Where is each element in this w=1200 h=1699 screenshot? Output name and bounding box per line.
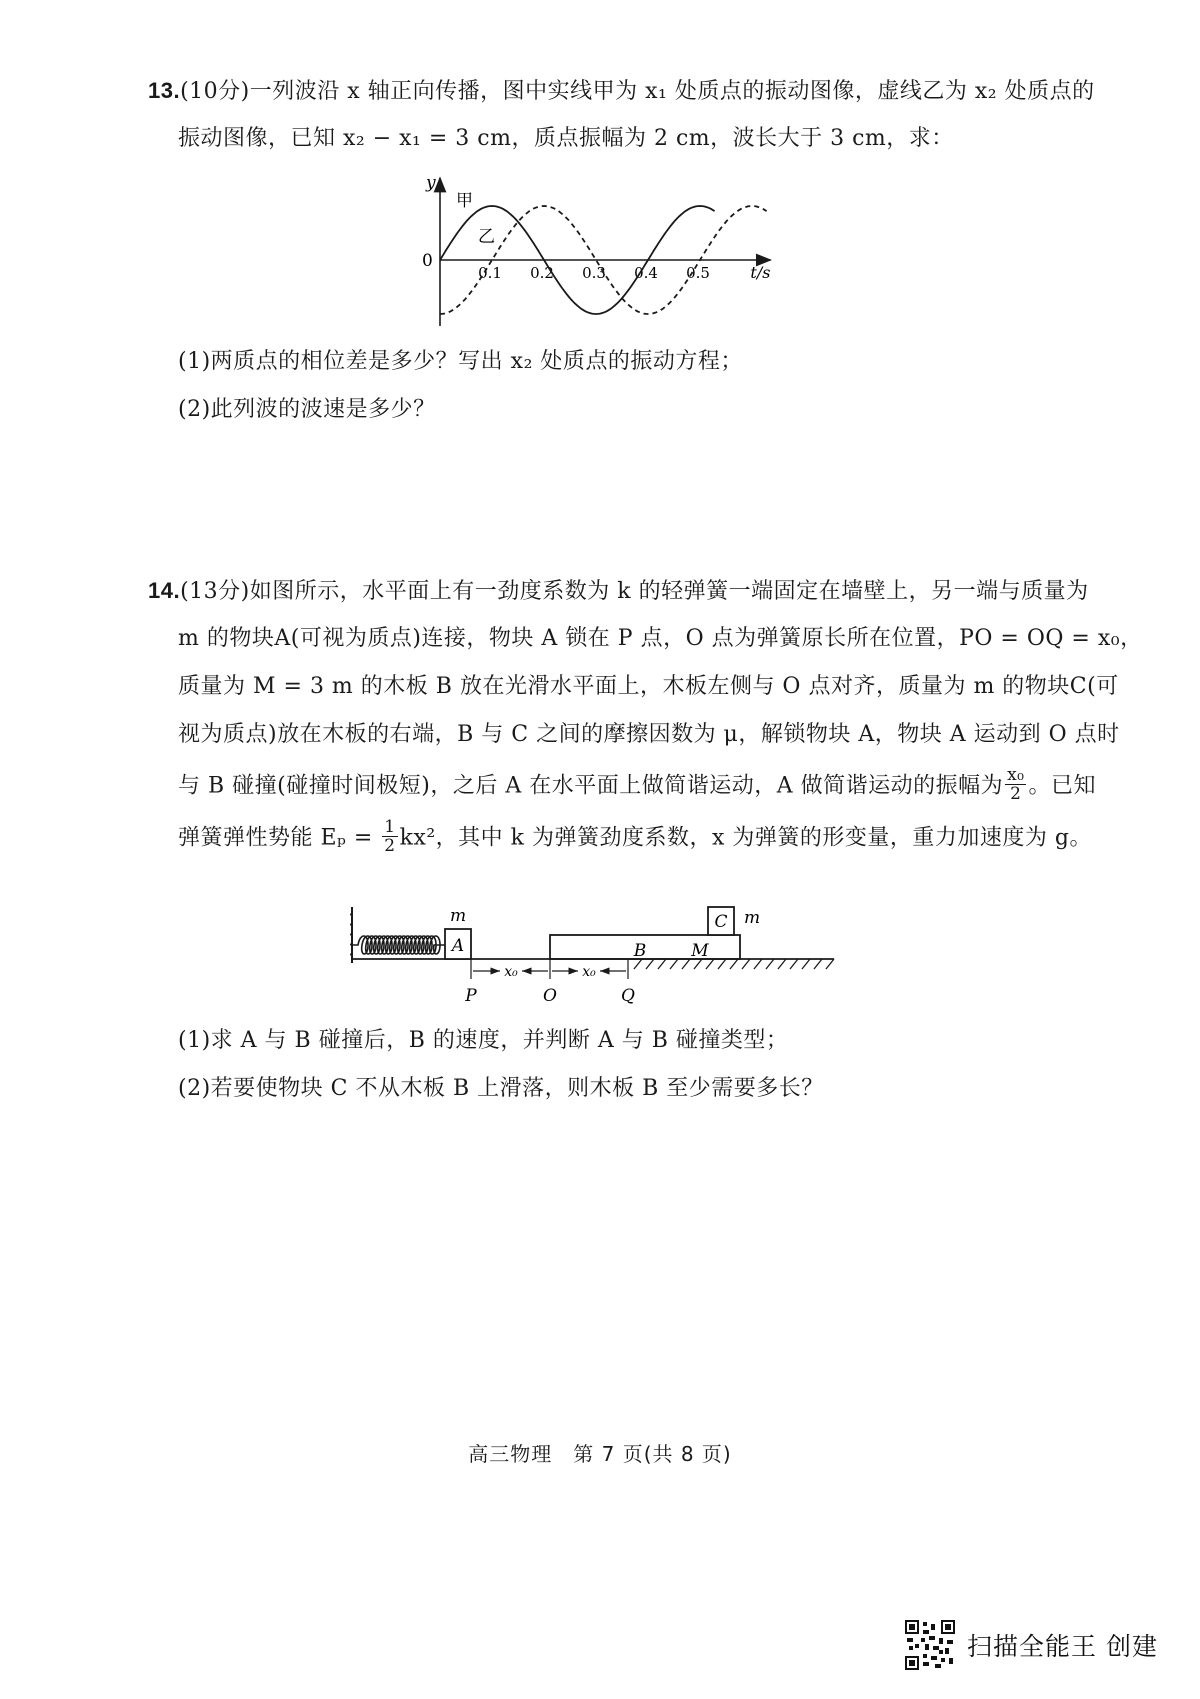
- q14-sub1: (1)求 A 与 B 碰撞后，B 的速度，并判断 A 与 B 碰撞类型；: [178, 1028, 789, 1053]
- series-yi-label: 乙: [478, 227, 495, 247]
- dimension-lines: [471, 959, 628, 979]
- q14-sub2: (2)若要使物块 C 不从木板 B 上滑落，则木板 B 至少需要多长？: [178, 1076, 824, 1101]
- q14-line4: 视为质点)放在木板的右端，B 与 C 之间的摩擦因数为 μ，解锁物块 A，物块 A 运动到 O 点时: [178, 722, 1120, 747]
- x-tick-label-3: 0.3: [582, 264, 606, 282]
- wave-chart: [418, 170, 838, 345]
- qr-code-icon: [905, 1620, 955, 1670]
- dim-left-label: x₀: [504, 964, 518, 980]
- q14-line1: [148, 576, 1089, 607]
- half-denominator: 2: [384, 836, 396, 856]
- x-tick-label-2: 0.2: [530, 264, 554, 282]
- q14-line5a: 与 B 碰撞(碰撞时间极短)，之后 A 在水平面上做简谐运动，A 做简谐运动的振幅为: [178, 773, 1004, 799]
- q14-line6b: kx²，其中 k 为弹簧劲度系数，x 为弹簧的形变量，重力加速度为 g。: [399, 825, 1092, 851]
- amp-numerator: x₀: [1007, 765, 1025, 785]
- x-tick-label-5: 0.5: [686, 264, 710, 282]
- q13-line2: 振动图像，已知 x₂ − x₁ = 3 cm，质点振幅为 2 cm，波长大于 3 cm，求：: [178, 126, 954, 151]
- block-C-mass: m: [743, 908, 761, 928]
- amplitude-fraction: [1005, 766, 1026, 803]
- q14-line5: [178, 765, 1096, 805]
- block-A-mass: m: [449, 906, 467, 926]
- board-M-label: M: [691, 941, 709, 961]
- q14-line3: 质量为 M = 3 m 的木板 B 放在光滑水平面上，木板左侧与 O 点对齐，质量为 m 的物块C(可: [178, 674, 1119, 699]
- q14-line6: [178, 817, 1092, 857]
- point-Q-label: Q: [621, 986, 635, 1006]
- block-C-label: C: [714, 912, 728, 932]
- board-B-label: B: [633, 941, 647, 961]
- q14-number: 14.: [148, 578, 181, 603]
- q14-line6a: 弹簧弹性势能 Eₚ =: [178, 825, 381, 851]
- ground-hatching: [634, 959, 834, 969]
- spring-block-figure: [350, 895, 870, 1015]
- q13-line1: [148, 76, 1095, 107]
- x-tick-label-1: 0.1: [478, 264, 502, 282]
- dim-right-label: x₀: [582, 964, 596, 980]
- q13-number: 13.: [148, 78, 181, 103]
- page-footer: 高三物理 第 7 页(共 8 页): [468, 1442, 732, 1466]
- watermark-text: 扫描全能王 创建: [967, 1632, 1158, 1661]
- q14-line5b: 。已知: [1028, 773, 1096, 799]
- x-tick-label-4: 0.4: [634, 264, 658, 282]
- block-A-label: A: [451, 936, 465, 956]
- q14-line1-text: (13分)如图所示，水平面上有一劲度系数为 k 的轻弹簧一端固定在墙壁上，另一端与质量为: [180, 579, 1089, 604]
- q13-sub1: (1)两质点的相位差是多少？写出 x₂ 处质点的振动方程；: [178, 349, 743, 374]
- origin-label: 0: [422, 251, 433, 271]
- amp-denominator: 2: [1010, 784, 1022, 804]
- scanner-watermark: [905, 1618, 1158, 1672]
- x-axis-label: t/s: [750, 263, 771, 282]
- series-jia-label: 甲: [456, 191, 473, 211]
- q13-line1-text: (10分)一列波沿 x 轴正向传播，图中实线甲为 x₁ 处质点的振动图像，虚线乙为 x₂ 处质点的: [180, 79, 1095, 104]
- point-O-label: O: [543, 986, 557, 1006]
- spring: [352, 936, 445, 954]
- point-P-label: P: [465, 986, 477, 1006]
- half-numerator: 1: [384, 817, 396, 837]
- q14-line2: m 的物块A(可视为质点)连接，物块 A 锁在 P 点，O 点为弹簧原长所在位置，PO = OQ = x₀，: [178, 626, 1143, 651]
- q13-sub2: (2)此列波的波速是多少？: [178, 397, 436, 422]
- half-fraction: [382, 818, 397, 855]
- y-axis-label: y: [426, 173, 436, 193]
